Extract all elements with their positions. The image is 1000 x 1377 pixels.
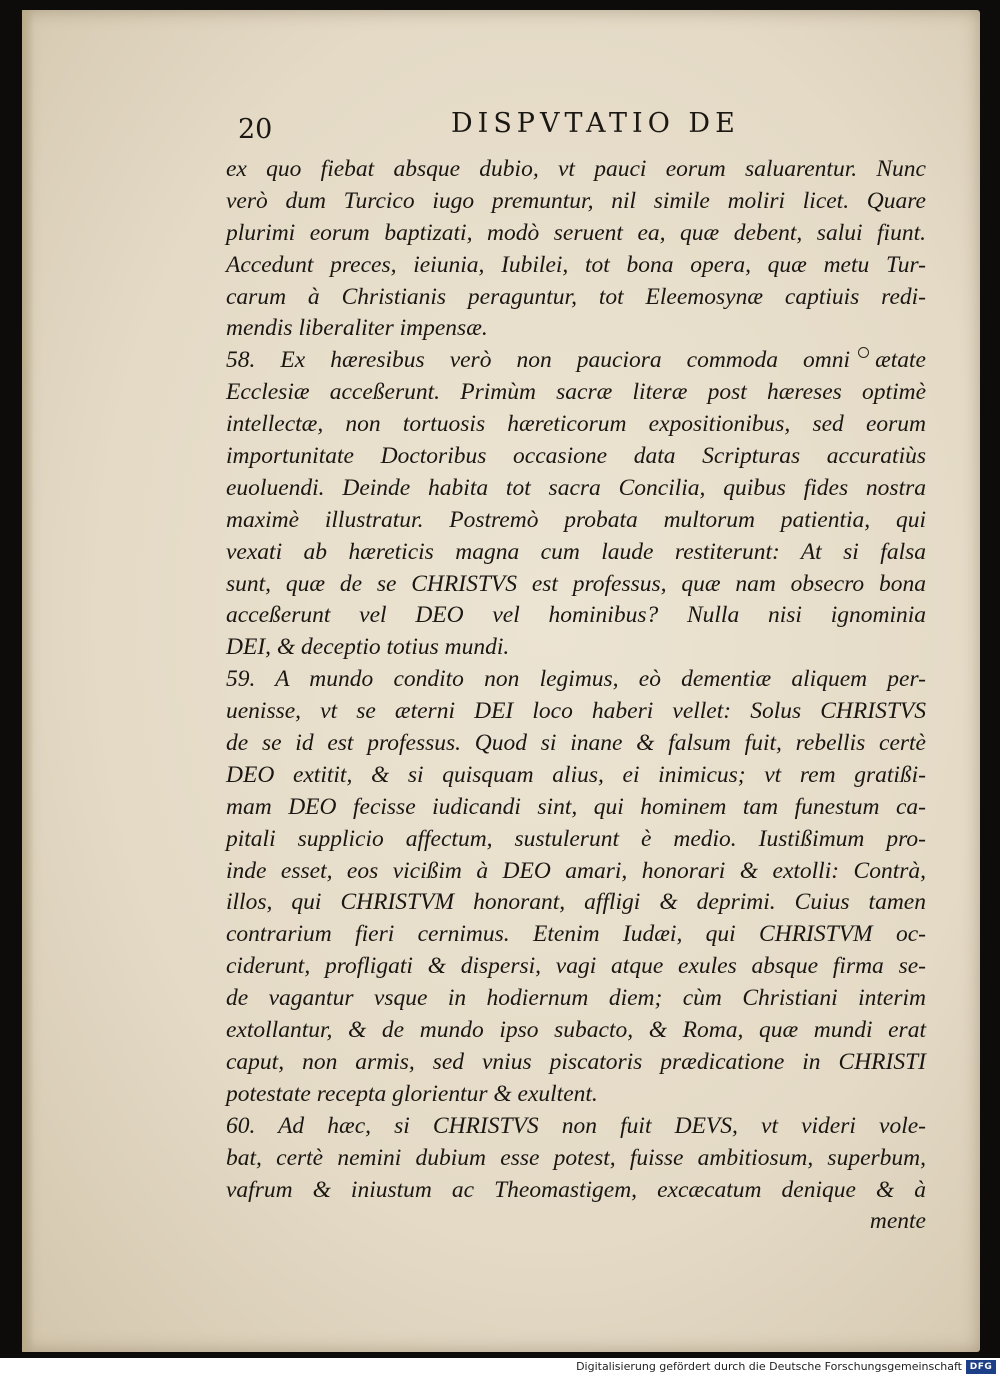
text-line: mendis liberaliter impensæ. (226, 315, 488, 342)
text-line: uenisse, vt se æterni DEI loco haberi vellet: Solus CHRISTVS (226, 698, 926, 725)
text-line: intellectæ, non tortuosis hæreticorum expositionibus, sed eorum (226, 411, 926, 438)
text-line: 59. A mundo condito non legimus, eò dementiæ aliquem per- (226, 666, 926, 693)
text-line: ex quo fiebat absque dubio, vt pauci eorum saluarentur. Nunc (226, 156, 926, 182)
text-line: vafrum & iniustum ac Theomastigem, excæcatum denique & à (226, 1176, 926, 1203)
text-line: plurimi eorum baptizati, modò seruent ea, quæ debent, salui fiunt. (226, 219, 926, 246)
footer-bar (0, 1358, 1000, 1377)
text-line: DEO extitit, & si quisquam alius, ei inimicus; vt rem gratißi- (226, 761, 926, 788)
funding-credit: Digitalisierung gefördert durch die Deutsche Forschungsgemeinschaft (576, 1360, 962, 1373)
text-line: 60. Ad hæc, si CHRISTVS non fuit DEVS, vt videri vole- (226, 1112, 926, 1139)
text-line: extollantur, & de mundo ipso subacto, & Roma, quæ mundi erat (226, 1017, 926, 1044)
page-number: 20 (238, 114, 273, 145)
running-title: DISPVTATIO DE (451, 108, 740, 139)
text-line: carum à Christianis peraguntur, tot Eleemosynæ captiuis redi- (226, 283, 926, 310)
text-line: acceßerunt vel DEO vel hominibus? Nulla nisi ignominia (226, 602, 926, 629)
text-line: caput, non armis, sed vnius piscatoris prædicatione in CHRISTI (226, 1048, 926, 1075)
text-line: de se id est professus. Quod si inane & falsum fuit, rebellis certè (226, 730, 926, 757)
text-line: verò dum Turcico iugo premuntur, nil simile moliri licet. Quare (226, 187, 926, 214)
dfg-logo-icon: DFG (966, 1360, 996, 1374)
text-line: importunitate Doctoribus occasione data Scripturas accuratiùs (226, 443, 926, 470)
text-line: Ecclesiæ acceßerunt. Primùm sacræ literæ post hæreses optimè (226, 379, 926, 406)
body-text (226, 154, 926, 1238)
text-line: potestate recepta glorientur & exultent. (226, 1080, 598, 1107)
text-line: pitali supplicio affectum, sustulerunt è medio. Iustißimum pro- (226, 825, 926, 852)
text-line: sunt, quæ de se CHRISTVS est professus, quæ nam obsecro bona (226, 570, 926, 597)
text-line: vexati ab hæreticis magna cum laude restiterunt: At si falsa (226, 538, 926, 565)
text-line: contrarium fieri cernimus. Etenim Iudæi, qui CHRISTVM oc- (226, 921, 926, 948)
catchword: mente (869, 1208, 926, 1235)
text-line: bat, certè nemini dubium esse potest, fuisse ambitiosum, superbum, (226, 1144, 926, 1171)
text-line: inde esset, eos vicißim à DEO amari, honorari & extolli: Contrà, (226, 857, 926, 884)
text-line: DEI, & deceptio totius mundi. (226, 634, 510, 661)
text-line: illos, qui CHRISTVM honorant, affligi & deprimi. Cuius tamen (226, 889, 926, 916)
text-line: Accedunt preces, ieiunia, Iubilei, tot bona opera, quæ metu Tur- (226, 251, 926, 278)
text-line: ciderunt, profligati & dispersi, vagi atque exules absque firma se- (226, 953, 926, 980)
text-line: de vagantur vsque in hodiernum diem; cùm Christiani interim (226, 985, 926, 1012)
text-line: euoluendi. Deinde habita tot sacra Concilia, quibus fides nostra (226, 474, 926, 501)
text-line: 58. Ex hæresibus verò non pauciora commoda omni ætate (226, 347, 926, 374)
text-line: maximè illustratur. Postremò probata multorum patientia, qui (226, 506, 926, 533)
text-line: mam DEO fecisse iudicandi sint, qui hominem tam funestum ca- (226, 793, 926, 820)
page-edge (22, 10, 34, 1352)
